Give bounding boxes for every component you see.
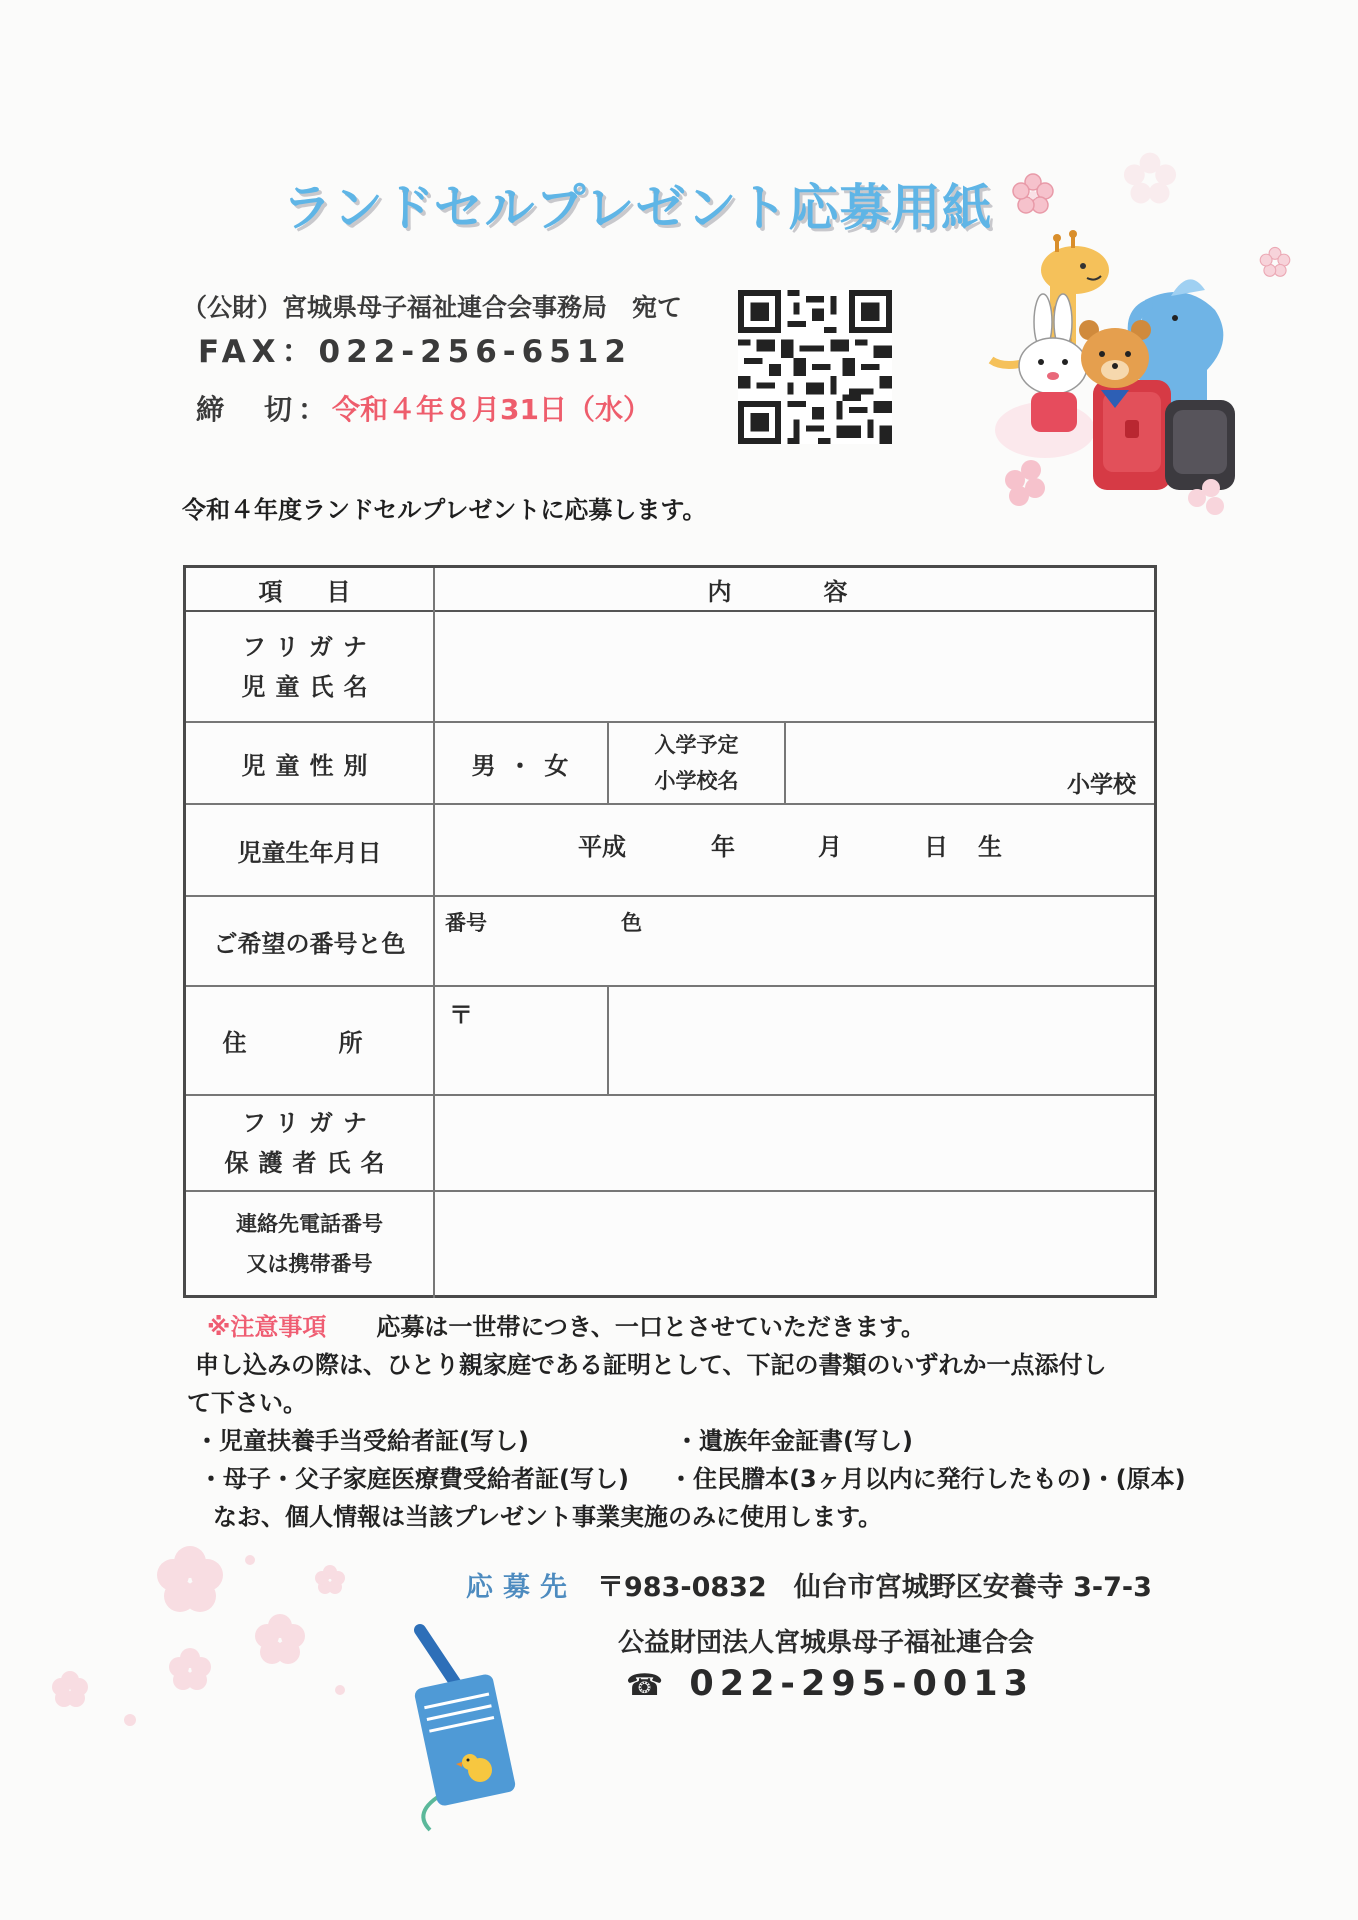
school-suffix: 小学校 bbox=[1067, 772, 1136, 798]
intro-text: 令和４年度ランドセルプレゼントに応募します。 bbox=[182, 496, 707, 524]
address-label: 住 所 bbox=[222, 1029, 397, 1057]
notice-doc1: ・児童扶養手当受給者証(写し) bbox=[195, 1427, 529, 1455]
phone-field[interactable] bbox=[435, 1192, 1154, 1296]
guardian-name-field[interactable] bbox=[435, 1096, 1154, 1190]
notice-text3: て下さい。 bbox=[187, 1389, 307, 1417]
child-name-field[interactable] bbox=[435, 612, 1154, 721]
name-tag-illustration bbox=[390, 1620, 530, 1850]
notice-doc3: ・母子・父子家庭医療費受給者証(写し) bbox=[199, 1465, 629, 1493]
birth-era: 平成 bbox=[578, 833, 626, 861]
phone-label-line1: 連絡先電話番号 bbox=[236, 1212, 383, 1236]
notice-doc2: ・遺族年金証書(写し) bbox=[675, 1427, 913, 1455]
gender-label: 児童性別 bbox=[241, 751, 378, 780]
header-item: 項 目 bbox=[258, 577, 361, 606]
destination bbox=[466, 1565, 1152, 1604]
number-field[interactable] bbox=[435, 897, 607, 985]
child-name-text: 児童氏名 bbox=[241, 672, 378, 701]
guardian-name-text: 保護者氏名 bbox=[224, 1149, 395, 1177]
child-furigana-label: フリガナ bbox=[242, 632, 377, 661]
page-title: ランドセルプレゼント応募用紙 bbox=[282, 179, 993, 237]
birth-year-label: 年 bbox=[711, 833, 735, 861]
phone-icon: ☎ bbox=[626, 1668, 670, 1703]
color-label: 色 bbox=[621, 911, 642, 935]
notice-docs-row2 bbox=[195, 1460, 1186, 1498]
organization-name: 公益財団法人宮城県母子福祉連合会 bbox=[618, 1628, 1035, 1658]
notice-text4: なお、個人情報は当該プレゼント事業実施のみに使用します。 bbox=[213, 1503, 883, 1531]
gender-options[interactable]: 男 ・ 女 bbox=[471, 751, 571, 780]
phone-label-line2: 又は携帯番号 bbox=[246, 1252, 373, 1276]
birth-date-field[interactable] bbox=[435, 805, 1154, 895]
phone-label bbox=[186, 1192, 433, 1296]
notice-line1 bbox=[195, 1308, 1186, 1346]
guardian-furigana-label: フリガナ bbox=[242, 1109, 377, 1137]
deadline-label: 締 切： bbox=[196, 393, 333, 426]
notice-text1: 応募は一世帯につき、一口とさせていただきます。 bbox=[376, 1313, 925, 1341]
address-field[interactable] bbox=[435, 987, 1154, 1094]
birth-date-label: 児童生年月日 bbox=[237, 838, 382, 867]
destination-address: 〒983-0832 仙台市宮城野区安養寺 3-7-3 bbox=[597, 1572, 1152, 1603]
birth-suffix: 生 bbox=[978, 833, 1002, 861]
school-name-field[interactable] bbox=[786, 723, 1154, 803]
fax-number: FAX：022-256-6512 bbox=[198, 334, 632, 370]
destination-label: 応募先 bbox=[466, 1572, 577, 1603]
deadline bbox=[196, 388, 651, 428]
guardian-name-label bbox=[186, 1096, 433, 1190]
qr-code-icon[interactable] bbox=[738, 290, 892, 444]
deadline-value: 令和４年８月31日（水） bbox=[332, 393, 651, 426]
notice-text2: 申し込みの際は、ひとり親家庭である証明として、下記の書類のいずれか一点添付し bbox=[195, 1351, 1107, 1379]
choice-label: ご希望の番号と色 bbox=[213, 929, 406, 958]
notice bbox=[187, 1308, 1186, 1536]
addressee: （公財）宮城県母子福祉連合会事務局 宛て bbox=[182, 293, 683, 322]
child-name-label bbox=[186, 612, 433, 721]
header-content: 内 容 bbox=[707, 577, 882, 606]
postal-mark: 〒 bbox=[449, 1001, 473, 1029]
birth-day-label: 日 bbox=[924, 833, 948, 861]
application-form bbox=[183, 565, 1157, 1298]
number-label: 番号 bbox=[445, 911, 487, 935]
cherry-blossom-icon bbox=[1120, 150, 1180, 210]
organization-phone bbox=[626, 1664, 1034, 1704]
notice-docs-row1 bbox=[195, 1422, 1186, 1460]
phone-number: 022-295-0013 bbox=[689, 1664, 1034, 1704]
school-label-line1: 入学予定 bbox=[654, 733, 739, 757]
school-label bbox=[609, 723, 784, 803]
cherry-blossom-icon bbox=[1258, 246, 1292, 280]
notice-heading: ※注意事項 bbox=[207, 1313, 327, 1341]
school-label-line2: 小学校名 bbox=[654, 769, 739, 793]
animals-illustration bbox=[975, 230, 1245, 540]
color-field[interactable] bbox=[609, 897, 1154, 985]
cherry-blossom-icon bbox=[40, 1540, 400, 1770]
cherry-blossom-icon bbox=[1010, 172, 1056, 218]
notice-doc4: ・住民謄本(3ヶ月以内に発行したもの)・(原本) bbox=[669, 1465, 1186, 1493]
birth-month-label: 月 bbox=[818, 833, 842, 861]
